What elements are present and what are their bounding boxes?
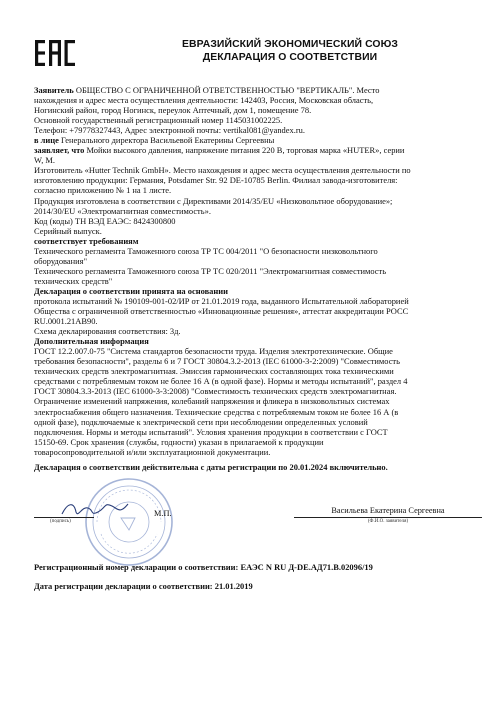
registration-number-line	[34, 562, 482, 572]
text-line: Продукция изготовлена в соответствии с Директивами 2014/35/EU «Низковольтное оборудование»;	[34, 195, 393, 206]
text-line: RU.0001.21АВ90.	[34, 316, 98, 327]
basis-label: Декларация о соответствии принята на основании	[34, 285, 228, 296]
text-line: Ногинский район, город Ногинск, переулок Аптечный, дом 1, помещение 78.	[34, 105, 312, 116]
registration-date-line	[34, 581, 482, 591]
text-line: одной фазе), подключаемые к электрической сети при несоблюдении определенных условий	[34, 416, 368, 427]
signer-name-caption: (Ф.И.О. заявителя)	[367, 519, 409, 524]
text-line: нахождения и адрес места осуществления деятельности: 142403, Россия, Московская область,	[34, 95, 374, 106]
text-line: Код (коды) ТН ВЭД ЕАЭС: 8424300800	[34, 215, 176, 226]
text-line: технических средств электромагнитная. Эмиссия гармонических составляющих тока техническими	[34, 366, 394, 377]
text-line: 15150-69. Срок хранения (службы, годности) указан в прилагаемой к продукции	[34, 436, 324, 447]
validity-statement: Декларация о соответствии действительна с даты регистрации по 20.01.2024 включительно.	[34, 461, 388, 472]
signature-caption: (подпись)	[50, 519, 71, 524]
registration-number-value: ЕАЭС N RU Д-DE.АД71.В.02096/19	[240, 562, 373, 572]
text-line: Серийный выпуск.	[34, 225, 102, 236]
signer-name-line	[294, 517, 482, 518]
document-title: ДЕКЛАРАЦИЯ О СООТВЕТСТВИИ	[202, 51, 378, 63]
seal-mark-label: М.П.	[154, 509, 172, 518]
text-line: товаросопроводительной и/или эксплуатационной документации.	[34, 446, 271, 457]
declarant-line: Заявитель ОБЩЕСТВО С ОГРАНИЧЕННОЙ ОТВЕТСТВЕННОСТЬЮ "ВЕРТИКАЛЬ". Место	[34, 85, 380, 95]
eac-logo	[34, 39, 76, 67]
text-line: Технического регламента Таможенного союза ТР ТС 004/2011 "О безопасности низковольтного	[34, 245, 378, 256]
text-line: изготовлению продукции: Германия, Potsdamer Str. 92 DE-10785 Berlin. Филиал завода-изготовителя:	[34, 175, 398, 186]
text-line: электроснабжения общего назначения. Технические средства с потребляемым током не более 16 А (в	[34, 406, 399, 417]
text-line: Технического регламента Таможенного союза ТР ТС 020/2011 "Электромагнитная совместимость	[34, 265, 387, 276]
text-line: протокола испытаний № 190109-001-02/ИР от 21.01.2019 года, выданного Испытательной лабораторией	[34, 295, 409, 306]
signature-line	[34, 517, 94, 518]
signer-name: Васильева Екатерина Сергеевна	[331, 506, 445, 515]
statement-label: заявляет, что	[34, 145, 85, 156]
signature-block	[34, 490, 482, 540]
additional-label: Дополнительная информация	[34, 336, 149, 347]
text-line: 2014/30/EU «Электромагнитная совместимость».	[34, 205, 211, 216]
registration-date-label: Дата регистрации декларации о соответствии:	[34, 581, 213, 591]
declarant-label: Заявитель	[34, 85, 74, 95]
text-line: технических средств"	[34, 275, 113, 286]
statement-line: заявляет, что Мойки высокого давления, напряжение питания 220 В, торговая марка «HUTER», серии	[34, 145, 405, 156]
text-line: согласно приложению № 1 на 1 листе.	[34, 185, 172, 196]
text-line: W, M.	[34, 155, 56, 166]
text-line: Основной государственный регистрационный номер 1145031002225.	[34, 115, 283, 126]
registration-number-label: Регистрационный номер декларации о соответствии:	[34, 562, 239, 572]
text-line: Общества с ограниченной ответственностью «Инновационные решения», аттестат аккредитации РОСС	[34, 306, 409, 317]
text-line: Ограничение изменений напряжения, колебаний напряжения и фликера в низковольтных системах	[34, 396, 390, 407]
registration-date-value: 21.01.2019	[214, 581, 253, 591]
document-body	[34, 85, 482, 472]
text-line: Изготовитель «Hutter Technik GmbH». Место нахождения и адрес места осуществления деятельности по	[34, 165, 411, 176]
text-line: оборудования"	[34, 255, 88, 266]
union-title: ЕВРАЗИЙСКИЙ ЭКОНОМИЧЕСКИЙ СОЮЗ	[181, 39, 399, 50]
requirements-label: соответствует требованиям	[34, 235, 139, 246]
document-header	[100, 39, 480, 64]
text-line: Телефон: +79778327443, Адрес электронной почты: vertikal081@yandex.ru.	[34, 125, 305, 136]
text-line: средствами с потребляемым током не более 16 А (в одной фазе). Нормы и методы испытаний", раздел 4	[34, 376, 408, 387]
text-line: Схема декларирования соответствия: 3д.	[34, 326, 181, 337]
text-line: требования безопасности", разделы 6 и 7 ГОСТ 30804.3.2-2013 (IEC 61000-3-2:2009) "Совместимость	[34, 356, 400, 367]
company-stamp	[83, 476, 175, 568]
text-line: подключения. Нормы и методы испытаний". Условия хранения продукции в соответствии с ГОСТ	[34, 426, 388, 437]
text-line: ГОСТ 30804.3.3-2013 (IEC 61000-3-3:2008) "Совместимость технических средств электромагнитная.	[34, 386, 397, 397]
representative-line: в лице Генерального директора Васильевой Екатерины Сергеевны	[34, 135, 275, 146]
text-line: ГОСТ 12.2.007.0-75 "Система стандартов безопасности труда. Изделия электротехнические. Общие	[34, 346, 393, 357]
